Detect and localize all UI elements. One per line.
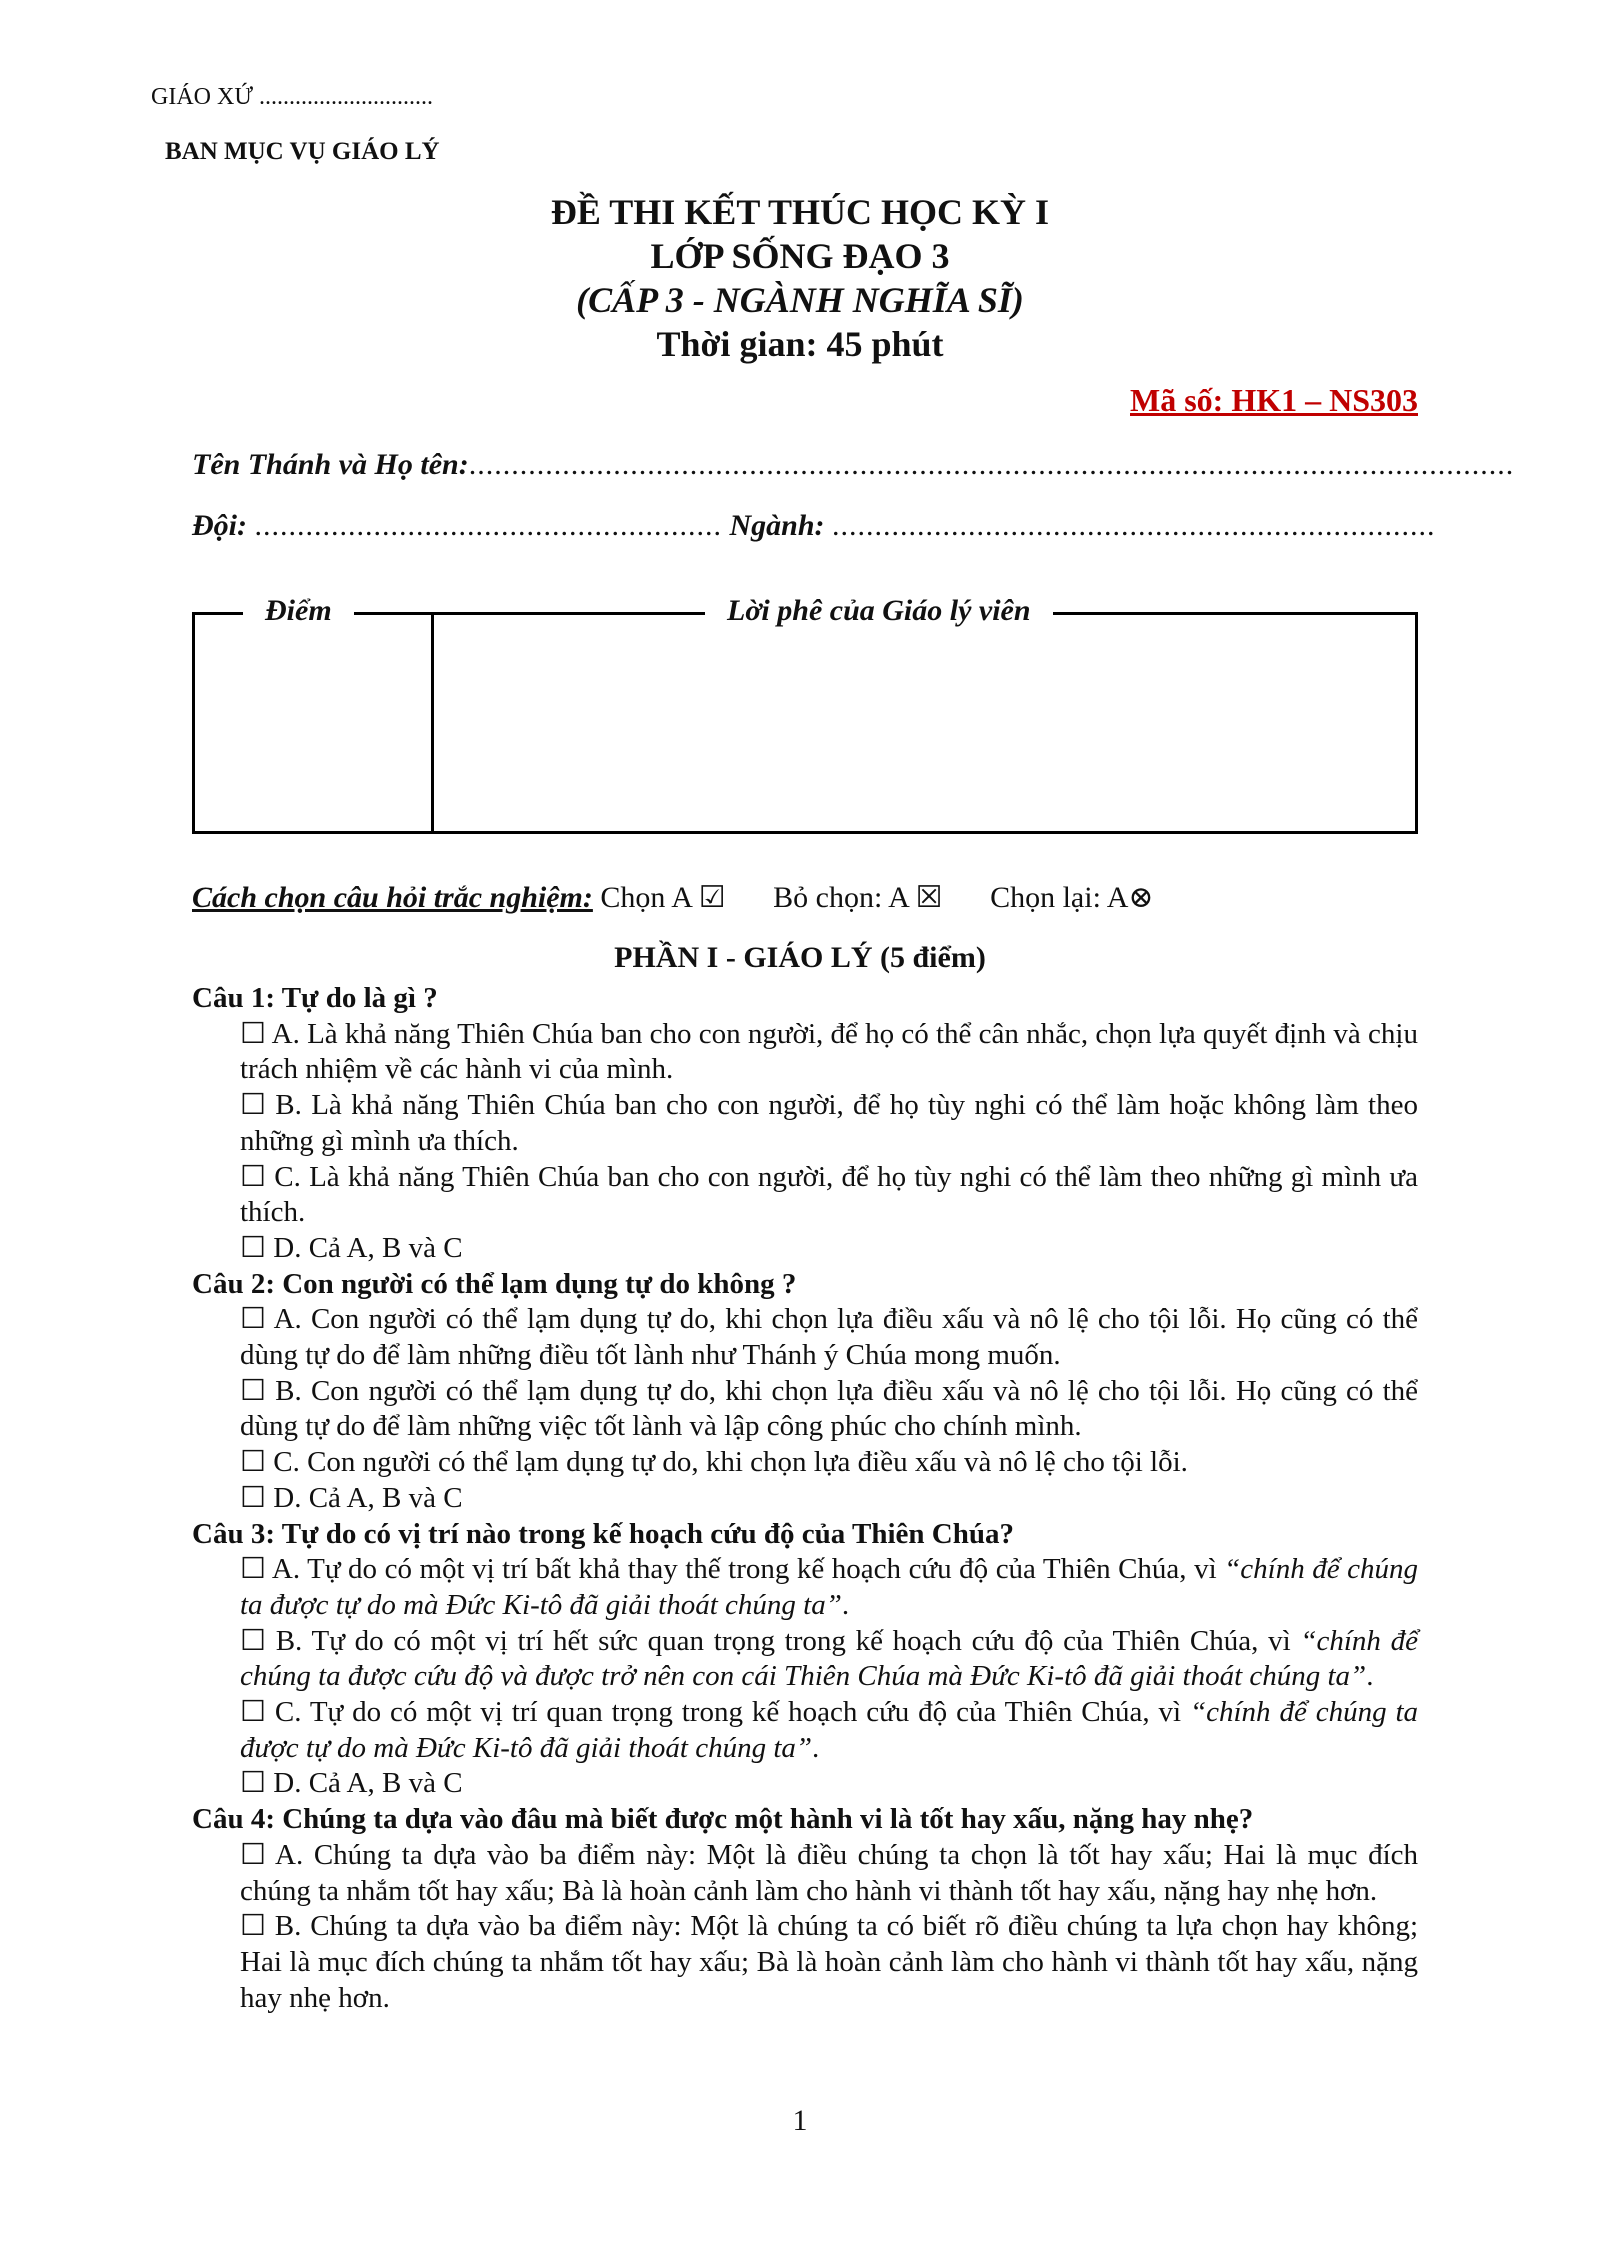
score-label: Điểm xyxy=(243,593,354,629)
team-dots: ....................................................... xyxy=(254,509,722,542)
question-3: Câu 3: Tự do có vị trí nào trong kế hoạch cứu độ của Thiên Chúa? xyxy=(192,1517,1014,1550)
question-list xyxy=(192,981,1418,2016)
exam-code: Mã số: HK1 – NS303 xyxy=(1130,382,1418,418)
option-3a-end: . xyxy=(841,1588,850,1621)
question-4: Câu 4: Chúng ta dựa vào đâu mà biết được một hành vi là tốt hay xấu, nặng hay nhẹ? xyxy=(192,1803,1254,1836)
team-label: Đội: xyxy=(192,509,247,542)
option-2c[interactable]: ☐ C. Con người có thể lạm dụng tự do, khi chọn lựa điều xấu và nô lệ cho tội lỗi. xyxy=(240,1446,1188,1479)
comment-label: Lời phê của Giáo lý viên xyxy=(705,593,1053,629)
option-2d[interactable]: ☐ D. Cả A, B và C xyxy=(240,1481,463,1514)
option-1b[interactable]: ☐ B. Là khả năng Thiên Chúa ban cho con người, để họ tùy nghi có thể làm hoặc không làm theo những gì mình ưa thích. xyxy=(240,1089,1418,1157)
choose-instruction: Chọn A ☑ xyxy=(600,881,726,914)
box-divider xyxy=(431,615,434,831)
option-3c-quote: “chính để chúng ta được tự do mà Đức Ki-tô đã giải thoát chúng ta” xyxy=(240,1696,1419,1764)
answer-instructions xyxy=(192,880,1154,915)
name-dots: ........................................................................................................................... xyxy=(468,448,1515,481)
instructions-label: Cách chọn câu hỏi trắc nghiệm: xyxy=(192,881,593,914)
option-3b[interactable] xyxy=(192,1624,1418,1695)
class-title: LỚP SỐNG ĐẠO 3 xyxy=(650,236,950,276)
unselect-instruction: Bỏ chọn: A ☒ xyxy=(773,881,943,914)
option-3c[interactable] xyxy=(192,1695,1418,1766)
option-1a[interactable]: ☐ A. Là khả năng Thiên Chúa ban cho con người, để họ có thể cân nhắc, chọn lựa quyết định và chịu trách nhiệm về các hành vi của mình. xyxy=(240,1017,1418,1086)
board-name: BAN MỤC VỤ GIÁO LÝ xyxy=(165,138,440,165)
option-3b-end: . xyxy=(1366,1660,1374,1693)
option-3b-text: ☐ B. Tự do có một vị trí hết sức quan trọng trong kế hoạch cứu độ của Thiên Chúa, vì xyxy=(240,1624,1301,1657)
duration: Thời gian: 45 phút xyxy=(656,324,944,364)
option-4b[interactable]: ☐ B. Chúng ta dựa vào ba điểm này: Một là chúng ta có biết rõ điều chúng ta lựa chọn hay không; Hai là mục đích chúng ta nhắm tốt hay xấu; Bà là hoàn cảnh làm cho hành vi thành tốt hay xấu, nặng hay nhẹ hơn. xyxy=(240,1910,1418,2014)
option-3a[interactable] xyxy=(192,1552,1418,1623)
exam-title: ĐỀ THI KẾT THÚC HỌC KỲ I xyxy=(550,192,1050,232)
option-3c-end: . xyxy=(812,1731,820,1764)
option-4a[interactable]: ☐ A. Chúng ta dựa vào ba điểm này: Một là điều chúng ta chọn là tốt hay xấu; Hai là mục đích chúng ta nhắm tốt hay xấu; Bà là hoàn cảnh làm cho hành vi thành tốt hay xấu, nặng hay nhẹ hơn. xyxy=(240,1838,1418,1907)
branch-label: Ngành: xyxy=(729,509,825,542)
team-field xyxy=(192,509,1436,543)
name-label: Tên Thánh và Họ tên: xyxy=(192,448,469,481)
option-1d[interactable]: ☐ D. Cả A, B và C xyxy=(240,1231,463,1264)
option-3d[interactable]: ☐ D. Cả A, B và C xyxy=(240,1767,463,1800)
parish-line: GIÁO XỨ ............................. xyxy=(151,84,433,110)
branch-dots: ....................................................................... xyxy=(832,509,1436,542)
exam-title-block xyxy=(0,190,1600,366)
option-2a[interactable]: ☐ A. Con người có thể lạm dụng tự do, khi chọn lựa điều xấu và nô lệ cho tội lỗi. Họ cũng có thể dùng tự do để làm những điều tốt lành như Thánh ý Chúa mong muốn. xyxy=(240,1303,1418,1372)
score-comment-box xyxy=(192,594,1418,834)
level-title: (CẤP 3 - NGÀNH NGHĨA SĨ) xyxy=(576,280,1024,320)
question-2: Câu 2: Con người có thể lạm dụng tự do không ? xyxy=(192,1267,797,1300)
reselect-instruction: Chọn lại: A⊗ xyxy=(990,881,1154,914)
section-title: PHẦN I - GIÁO LÝ (5 điểm) xyxy=(614,941,986,974)
option-3a-text: ☐ A. Tự do có một vị trí bất khả thay thế trong kế hoạch cứu độ của Thiên Chúa, vì xyxy=(240,1553,1225,1586)
question-1: Câu 1: Tự do là gì ? xyxy=(192,982,438,1014)
option-2b[interactable]: ☐ B. Con người có thể lạm dụng tự do, khi chọn lựa điều xấu và nô lệ cho tội lỗi. Họ cũng có thể dùng tự do để làm những việc tốt lành và lập công phúc cho chính mình. xyxy=(240,1374,1418,1443)
option-1c[interactable]: ☐ C. Là khả năng Thiên Chúa ban cho con người, để họ tùy nghi có thể làm theo những gì mình ưa thích. xyxy=(240,1160,1418,1229)
option-3a-quote: “chính để chúng ta được tự do mà Đức Ki-tô đã giải thoát chúng ta” xyxy=(240,1553,1418,1621)
page-number: 1 xyxy=(792,2104,808,2137)
option-3b-quote: “chính để chúng ta được cứu độ và được trở nên con cái Thiên Chúa mà Đức Ki-tô đã giải thoát chúng ta” xyxy=(240,1624,1418,1693)
name-field xyxy=(192,448,1514,482)
option-3c-text: ☐ C. Tự do có một vị trí quan trọng trong kế hoạch cứu độ của Thiên Chúa, vì xyxy=(240,1696,1190,1729)
